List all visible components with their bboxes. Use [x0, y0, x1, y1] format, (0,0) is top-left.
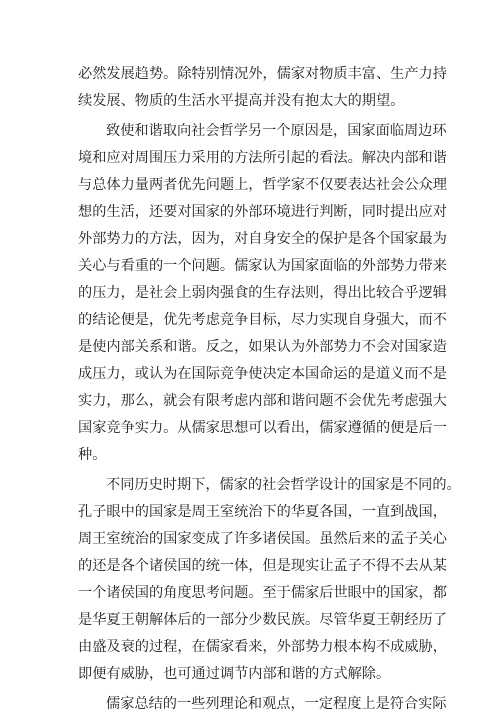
text-line: 即便有威胁，也可通过调节内部和谐的方式解除。	[78, 666, 391, 682]
paragraph-first-line: 不同历史时期下，儒家的社会哲学设计的国家是不同的。	[106, 477, 461, 493]
text-line: 周王室统治的国家变成了许多诸侯国。虽然后来的孟子关心	[78, 531, 447, 547]
text-line: 是使内部关系和谐。反之，如果认为外部势力不会对国家造	[78, 339, 447, 355]
text-line: 外部势力的方法，因为，对自身安全的保护是各个国家最为	[78, 231, 447, 247]
text-line: 国家竞争实力。从儒家思想可以看出，儒家遵循的便是后一	[78, 420, 447, 436]
text-line: 的压力，是社会上弱肉强食的生存法则，得出比较合乎逻辑	[78, 285, 447, 301]
text-line: 续发展、物质的生活水平提高并没有抱太大的期望。	[78, 93, 405, 109]
text-line: 成压力，或认为在国际竞争使决定本国命运的是道义而不是	[78, 366, 447, 382]
text-line: 种。	[78, 447, 107, 463]
text-line: 实力，那么，就会有限考虑内部和谐问题不会优先考虑强大	[78, 393, 447, 409]
text-line: 必然发展趋势。除特别情况外，儒家对物质丰富、生产力持	[78, 66, 447, 82]
text-line: 想的生活，还要对国家的外部环境进行判断，同时提出应对	[78, 204, 447, 220]
text-line: 的还是各个诸侯国的统一体，但是现实让孟子不得不去从某	[78, 558, 447, 574]
text-line: 由盛及衰的过程，在儒家看来，外部势力根本构不成威胁，	[78, 639, 447, 655]
text-line: 一个诸侯国的角度思考问题。至于儒家后世眼中的国家，都	[78, 585, 447, 601]
text-line: 与总体力量两者优先问题上，哲学家不仅要表达社会公众理	[78, 177, 447, 193]
text-line: 境和应对周围压力采用的方法所引起的看法。解决内部和谐	[78, 150, 447, 166]
text-line: 的结论便是，优先考虑竞争目标，尽力实现自身强大，而不	[78, 312, 447, 328]
paragraph-first-line: 儒家总结的一些列理论和观点，一定程度上是符合实际	[106, 696, 447, 712]
text-line: 是华夏王朝解体后的一部分少数民族。尽管华夏王朝经历了	[78, 612, 447, 628]
text-line: 孔子眼中的国家是周王室统治下的华夏各国，一直到战国，	[78, 504, 447, 520]
text-line: 关心与看重的一个问题。儒家认为国家面临的外部势力带来	[78, 258, 447, 274]
paragraph-first-line: 致使和谐取向社会哲学另一个原因是，国家面临周边环	[106, 123, 447, 139]
